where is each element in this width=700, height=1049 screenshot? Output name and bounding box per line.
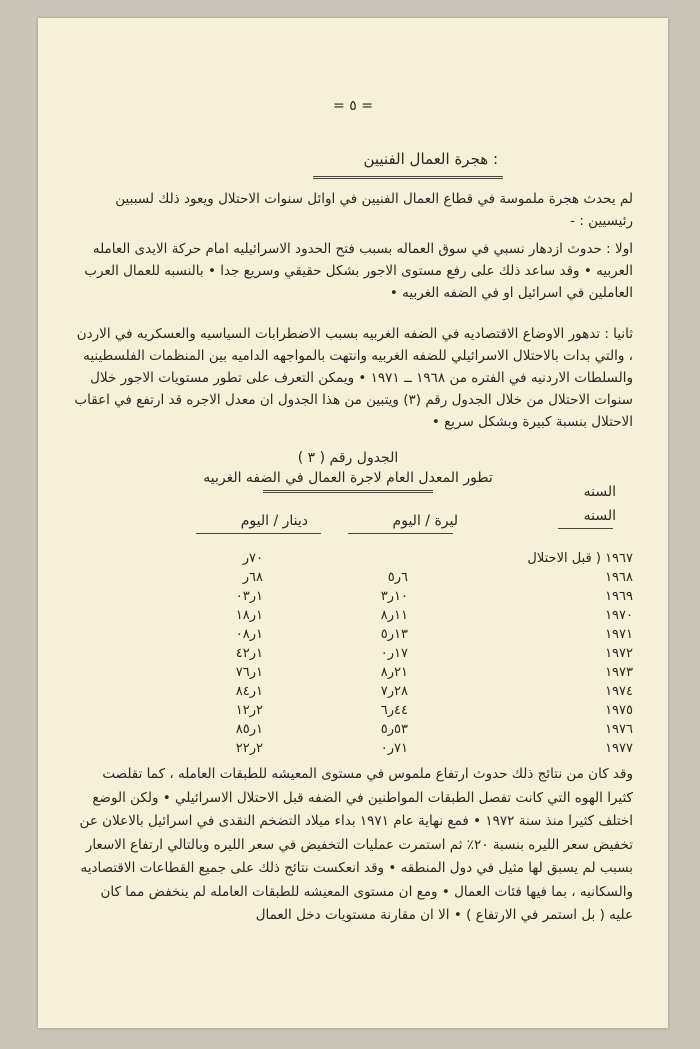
table-row-dinar: ١ر٤٢ bbox=[235, 646, 263, 661]
table-row-lira: ٧١ر٠ bbox=[380, 741, 408, 756]
year-column-rule bbox=[558, 528, 613, 529]
section-title-underline bbox=[313, 176, 503, 179]
year-column-header-repeat: السنه bbox=[583, 508, 616, 524]
table-row-lira: ١٧ر٠ bbox=[380, 646, 408, 661]
table-row-dinar: ١ر١٨ bbox=[235, 608, 263, 623]
table-row-lira: ٦ر٥ bbox=[387, 570, 408, 585]
table-row-year: ١٩٦٧ ( قبل الاحتلال bbox=[527, 551, 633, 566]
table-row-dinar: ٦٨ر bbox=[242, 570, 263, 585]
table-row-dinar: ٧٠ر bbox=[242, 551, 263, 566]
table-row-year: ١٩٧٦ bbox=[605, 722, 633, 737]
table-row-dinar: ١ر٠٨ bbox=[235, 627, 263, 642]
conclusion-paragraph: وقد كان من نتائج ذلك حدوث ارتفاع ملموس في مستوى المعيشه للطبقات العامله ، كما تقلصت كثيرا الهوه التي كانت تفصل الطبقات المواطنين في الضفه قبل الاحتلال الاسرائيلي • ولكن الوضع اختلف كثيرا منذ سنة ١٩٧٢ • فمع نهاية عام ١٩٧١ بداء ميلاد التضخم النقدى في اسرائيل بالاعلان عن تخفيض سعر الليره بنسبة ٢٠٪ ثم استمرت عمليات التخفيض في سعر الليره وبالتالي ارتفاع الاسعار بسبب لم يسبق لها مثيل في دول المنطقه • وقد انعكست نتائج ذلك على جميع القطاعات الاقتصاديه والسكانيه ، بما فيها فئات العمال • ومع ان مستوى المعيشه للطبقات العامله لم ينخفض مما كان عليه ( بل استمر في الارتفاع ) • الا ان مقارنة مستويات دخل العمال bbox=[79, 766, 633, 923]
table-row-dinar: ١ر٠٣ bbox=[235, 589, 263, 604]
table-row-dinar: ٢ر١٢ bbox=[235, 703, 263, 718]
table-row-year: ١٩٦٨ bbox=[605, 570, 633, 585]
dinar-column-header: دينار / اليوم bbox=[240, 513, 308, 529]
lira-column-header: ليرة / اليوم bbox=[392, 513, 458, 529]
table-row-lira: ١١ر٨ bbox=[380, 608, 408, 623]
table-row-year: ١٩٧٥ bbox=[605, 703, 633, 718]
table-row-year: ١٩٧٤ bbox=[605, 684, 633, 699]
table-row-dinar: ١ر٨٤ bbox=[235, 684, 263, 699]
table-row-year: ١٩٧٧ bbox=[605, 741, 633, 756]
table-row-lira: ٥٣ر٥ bbox=[380, 722, 408, 737]
lira-column-rule bbox=[348, 533, 453, 534]
table-title: تطور المعدل العام لاجرة العمال في الضفه الغربيه bbox=[203, 470, 493, 486]
table-row-year: ١٩٧٣ bbox=[605, 665, 633, 680]
year-column-header: السنه bbox=[583, 484, 616, 500]
table-row-dinar: ١ر٨٥ bbox=[235, 722, 263, 737]
table-row-year: ١٩٧٢ bbox=[605, 646, 633, 661]
table-row-year: ١٩٧٠ bbox=[605, 608, 633, 623]
table-row-year: ١٩٧١ bbox=[605, 627, 633, 642]
table-title-underline bbox=[263, 490, 433, 493]
dinar-column-rule bbox=[196, 533, 321, 534]
table-row-lira: ١٣ر٥ bbox=[380, 627, 408, 642]
table-row-lira: ٢١ر٨ bbox=[380, 665, 408, 680]
document-page bbox=[38, 18, 668, 1028]
table-row-dinar: ٢ر٢٢ bbox=[235, 741, 263, 756]
intro-paragraph: لم يحدث هجرة ملموسة في قطاع العمال الفنيين في اوائل سنوات الاحتلال ويعود ذلك لسببين رئيسيين : - bbox=[115, 191, 633, 229]
table-row-lira: ١٠ر٣ bbox=[380, 589, 408, 604]
table-row-lira: ٢٨ر٧ bbox=[380, 684, 408, 699]
table-row-lira: ٤٤ر٦ bbox=[380, 703, 408, 718]
table-row-year: ١٩٦٩ bbox=[605, 589, 633, 604]
reason-two-paragraph: ثانيا : تدهور الاوضاع الاقتصاديه في الضفه الغربيه بسبب الاضطرابات السياسيه والعسكريه في الاردن ، والتي بدات بالاحتلال الاسرائيلي للضفه الغربيه وانتهت بالمواجهه الداميه بين المنظمات الفلسطينيه والسلطات الاردنيه في الفتره من ١٩٦٨ ــ ١٩٧١ • ويمكن التعرف على تطور مستويات الاجور خلال سنوات الاحتلال من خلال الجدول رقم (٣) ويتبين من هذا الجدول ان معدل الاجره قد ارتفع في اعقاب الاحتلال بنسبة كبيرة وبشكل سريع • bbox=[74, 326, 633, 430]
table-row-dinar: ١ر٧٦ bbox=[235, 665, 263, 680]
reason-one-paragraph: اولا : حدوث ازدهار نسبي في سوق العماله بسبب فتح الحدود الاسرائيليه امام حركة الايدى العامله العربيه • وقد ساعد ذلك على رفع مستوى الاجور بشكل حقيقي وسريع جدا • بالنسبه للعمال العرب العاملين في اسرائيل او في الضفه الغربيه • bbox=[84, 241, 633, 301]
section-title: هجرة العمال الفنيين : bbox=[363, 150, 498, 168]
table-label: الجدول رقم ( ٣ ) bbox=[297, 450, 399, 466]
page-number: = ٥ = bbox=[333, 98, 373, 114]
